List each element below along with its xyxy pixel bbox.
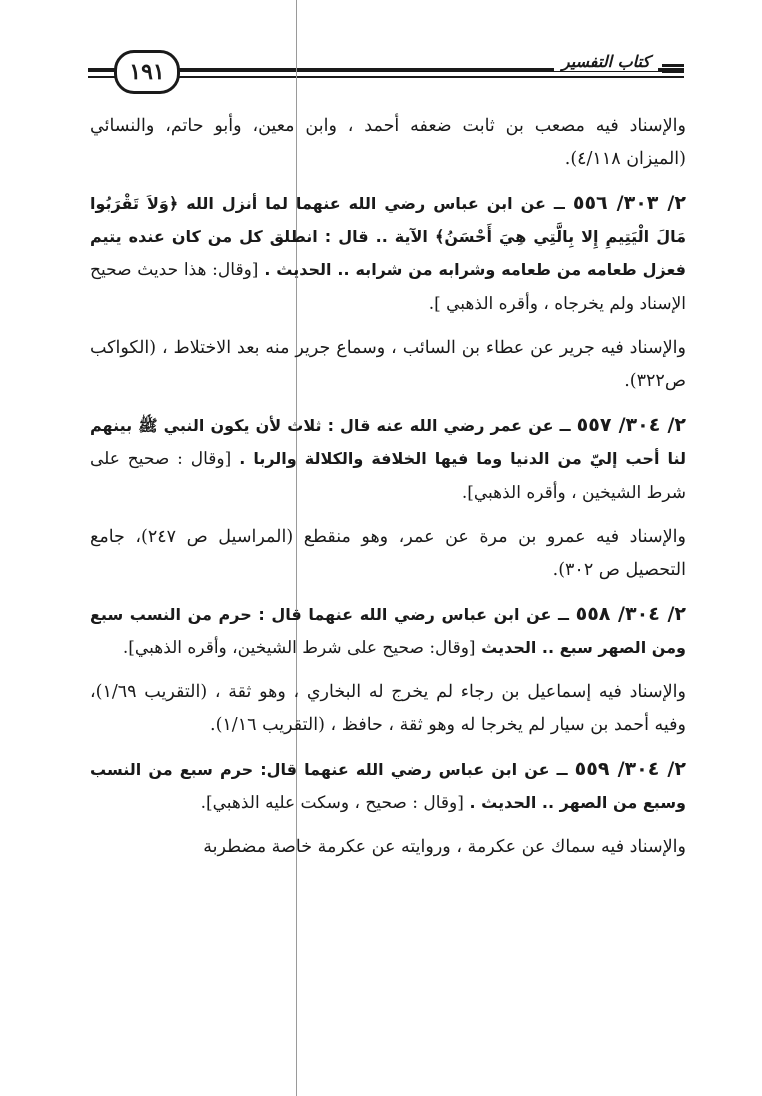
hadith-reference: ٢/ ٣٠٤/ ٥٥٩ xyxy=(574,758,686,780)
isnad-paragraph-5: والإسناد فيه سماك عن عكرمة ، وروايته عن عكرمة خاصة مضطربة xyxy=(203,837,686,857)
book-title: كتاب التفسير xyxy=(554,52,658,71)
hadith-text: ــ عن ابن عباس رضي الله عنهما لما أنزل الله ﴿وَلاَ تَقْرَبُوا مَالَ الْيَتِيمِ إِلا بِالَّتِي هِيَ أَحْسَنُ﴾ الآية .. قال : انطلق كل من كان عنده يتيم فعزل طعامه من طعامه وشرابه من شرابه .. الحديث . xyxy=(90,194,686,279)
hadith-reference: ٢/ ٣٠٤/ ٥٥٧ xyxy=(576,414,687,436)
page-number: ١٩١ xyxy=(114,50,180,94)
hadith-entry-556 xyxy=(90,187,686,321)
hadith-reference: ٢/ ٣٠٤/ ٥٥٨ xyxy=(575,603,686,625)
hadith-grading: [وقال : صحيح ، وسكت عليه الذهبي]. xyxy=(200,793,464,813)
hadith-text: ــ عن ابن عباس رضي الله عنهما قال : حرم من النسب سبع ومن الصهر سبع .. الحديث xyxy=(90,605,686,657)
hadith-grading: [وقال: هذا حديث صحيح الإسناد ولم يخرجاه ، وأقره الذهبي ]. xyxy=(90,260,686,314)
hadith-grading: [وقال : صحيح على شرط الشيخين ، وأقره الذهبي]. xyxy=(90,449,686,503)
hadith-reference: ٢/ ٣٠٣/ ٥٥٦ xyxy=(572,192,686,214)
title-ornament-icon xyxy=(662,64,684,78)
hadith-entry-557 xyxy=(90,409,686,510)
hadith-text: ــ عن ابن عباس رضي الله عنهما قال: حرم سبع من النسب وسبع من الصهر .. الحديث . xyxy=(90,760,686,812)
page-header xyxy=(88,48,684,98)
isnad-paragraph-2: والإسناد فيه جرير عن عطاء بن السائب ، وسماع جرير منه بعد الاختلاط ، (الكواكب ص٣٢٢). xyxy=(90,338,686,391)
isnad-paragraph-4: والإسناد فيه إسماعيل بن رجاء لم يخرج له البخاري ، وهو ثقة ، (التقريب ١/٦٩)، وفيه أحمد بن سيار لم يخرجا له وهو ثقة ، حافظ ، (التقريب ١/١٦). xyxy=(90,682,686,735)
hadith-entry-558 xyxy=(90,598,686,665)
isnad-paragraph-1: والإسناد فيه مصعب بن ثابت ضعفه أحمد ، وابن معين، وأبو حاتم، والنسائي (الميزان ٤/١١٨). xyxy=(90,116,686,169)
hadith-grading: [وقال: صحيح على شرط الشيخين، وأقره الذهبي]. xyxy=(122,638,476,658)
hadith-entry-559 xyxy=(90,753,686,820)
page-body xyxy=(90,110,686,875)
isnad-paragraph-3: والإسناد فيه عمرو بن مرة عن عمر، وهو منقطع (المراسيل ص ٢٤٧)، جامع التحصيل ص ٣٠٢). xyxy=(90,527,686,580)
hadith-text: ــ عن عمر رضي الله عنه قال : ثلاث لأن يكون النبي ﷺ بينهم لنا أحب إليّ من الدنيا وما فيها الخلافة والكلالة والربا . xyxy=(90,416,686,468)
